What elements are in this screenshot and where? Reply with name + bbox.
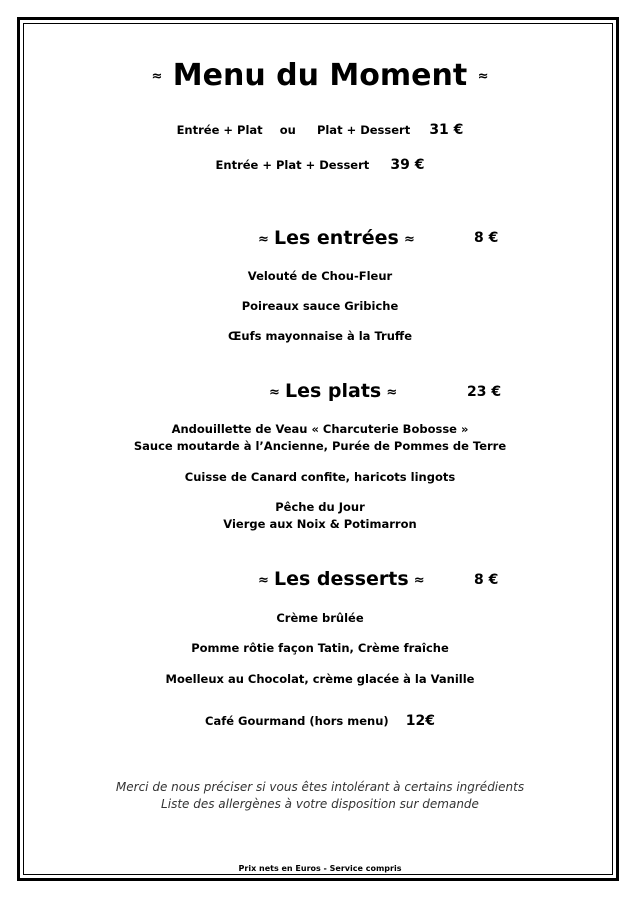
- section-price-entrees: 8 €: [474, 230, 499, 246]
- approx-icon: ≈: [413, 573, 425, 588]
- approx-icon: ≈: [258, 573, 269, 588]
- cafe-price: 12€: [405, 713, 435, 729]
- menu-item: Pomme rôtie façon Tatin, Crème fraîche: [191, 641, 449, 655]
- menu-item: Velouté de Chou-Fleur: [247, 269, 393, 283]
- approx-icon: ≈: [151, 69, 163, 84]
- menu-item-detail: Sauce moutarde à l’Ancienne, Purée de Pommes de Terre: [133, 439, 507, 453]
- allergy-note: Liste des allergènes à votre disposition sur demande: [161, 797, 479, 811]
- menu-item: Moelleux au Chocolat, crème glacée à la Vanille: [165, 672, 475, 686]
- formula-part: Entrée + Plat: [176, 123, 263, 137]
- menu-item: Cuisse de Canard confite, haricots lingots: [184, 470, 456, 484]
- section-title-entrees: ≈ Les entrées ≈: [258, 227, 415, 249]
- menu-title-text: Menu du Moment: [172, 58, 468, 93]
- menu-item: Œufs mayonnaise à la Truffe: [228, 329, 412, 343]
- menu-item: Andouillette de Veau « Charcuterie Bobosse »: [171, 422, 469, 436]
- approx-icon: ≈: [269, 385, 280, 400]
- cafe-label: Café Gourmand (hors menu): [205, 714, 389, 728]
- footer: Prix nets en Euros - Service compris: [238, 864, 402, 873]
- section-title-plats: ≈ Les plats ≈: [269, 380, 398, 402]
- formula-price: 31 €: [429, 122, 464, 138]
- formula-connector: ou: [279, 123, 296, 137]
- menu-item: Poireaux sauce Gribiche: [241, 299, 399, 313]
- formula-price: 39 €: [390, 157, 425, 173]
- cafe-gourmand: [0, 710, 640, 729]
- formula-part: Entrée + Plat + Dessert: [215, 158, 370, 172]
- menu-item-detail: Vierge aux Noix & Potimarron: [223, 517, 417, 531]
- formula-part: Plat + Dessert: [316, 123, 411, 137]
- menu-title: [0, 58, 640, 93]
- section-price-plats: 23 €: [467, 384, 502, 400]
- approx-icon: ≈: [477, 69, 489, 84]
- menu-item: Crème brûlée: [276, 611, 364, 625]
- approx-icon: ≈: [258, 232, 269, 247]
- menu-item: Pêche du Jour: [275, 500, 365, 514]
- allergy-note: Merci de nous préciser si vous êtes intolérant à certains ingrédients: [115, 780, 525, 794]
- section-title-desserts: ≈ Les desserts ≈: [258, 568, 425, 590]
- approx-icon: ≈: [386, 385, 398, 400]
- section-price-desserts: 8 €: [474, 572, 499, 588]
- formula-row-1: [0, 119, 640, 138]
- approx-icon: ≈: [403, 232, 415, 247]
- formula-row-2: [0, 154, 640, 173]
